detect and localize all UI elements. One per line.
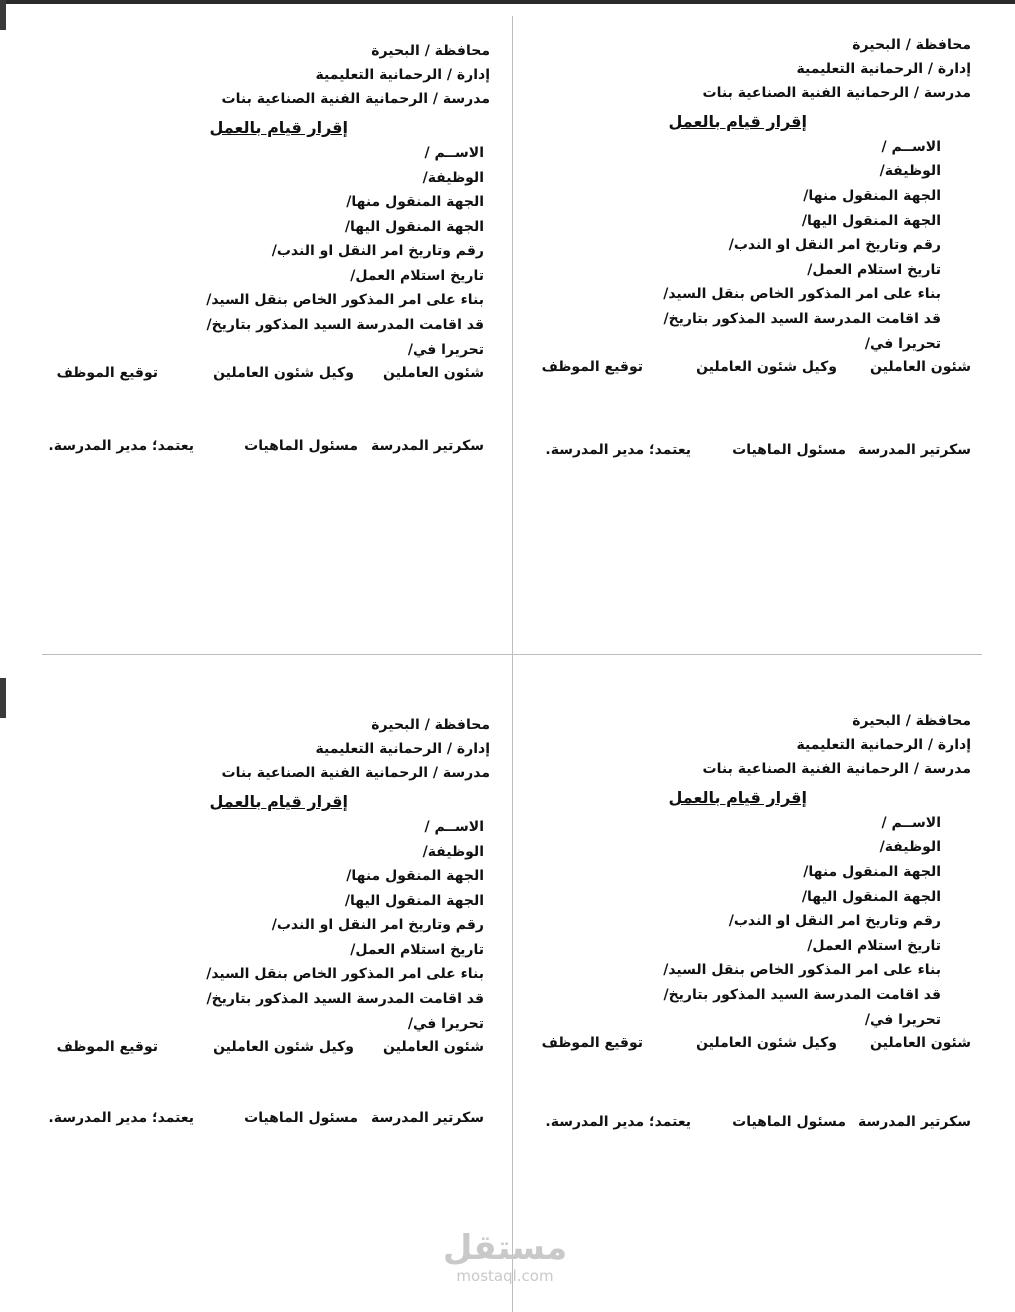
sig-school-secretary: سكرتير المدرسة (857, 442, 971, 458)
form-title: إقرار قيام بالعمل (668, 788, 807, 807)
field-order-number: رقم وتاريخ امر النقل او الندب/ (271, 243, 484, 259)
field-hosted-date: قد اقامت المدرسة السيد المذكور بتاريخ/ (206, 991, 484, 1007)
sig-school-director: يعتمد؛ مدير المدرسة. (48, 438, 194, 454)
mostaql-watermark (420, 1228, 590, 1284)
administration-line: إدارة / الرحمانية التعليمية (796, 737, 971, 753)
sig-employee: توقيع الموظف (541, 1035, 643, 1051)
school-line: مدرسة / الرحمانية الفنية الصناعية بنات (702, 761, 971, 777)
top-edge-bar (0, 0, 1015, 4)
field-to: الجهة المنقول اليها/ (344, 219, 484, 235)
school-line: مدرسة / الرحمانية الفنية الصناعية بنات (702, 85, 971, 101)
watermark-latin-text: mostaql.com (456, 1267, 554, 1285)
field-written-in: تحريرا في/ (407, 1016, 484, 1032)
field-written-in: تحريرا في/ (864, 336, 941, 352)
sig-staff-deputy: وكيل شئون العاملين (213, 365, 354, 381)
field-name: الاســم / (881, 139, 941, 155)
watermark-arabic-text: مستقل (442, 1228, 568, 1268)
form-card-top-right (503, 34, 973, 474)
field-name: الاســم / (424, 145, 484, 161)
administration-line: إدارة / الرحمانية التعليمية (315, 741, 490, 757)
school-line: مدرسة / الرحمانية الفنية الصناعية بنات (221, 91, 490, 107)
field-based-on: بناء على امر المذكور الخاص بنقل السيد/ (663, 286, 941, 302)
sig-employee: توقيع الموظف (56, 365, 158, 381)
school-line: مدرسة / الرحمانية الفنية الصناعية بنات (221, 765, 490, 781)
governorate-line: محافظة / البحيرة (371, 717, 490, 733)
sig-employee: توقيع الموظف (541, 359, 643, 375)
sig-employee: توقيع الموظف (56, 1039, 158, 1055)
field-job: الوظيفة/ (879, 163, 941, 179)
field-start-date: تاريخ استلام العمل/ (807, 262, 941, 278)
form-card-bottom-left (20, 714, 490, 1154)
field-job: الوظيفة/ (422, 170, 484, 186)
field-order-number: رقم وتاريخ امر النقل او الندب/ (271, 917, 484, 933)
field-start-date: تاريخ استلام العمل/ (350, 942, 484, 958)
administration-line: إدارة / الرحمانية التعليمية (315, 67, 490, 83)
field-order-number: رقم وتاريخ امر النقل او الندب/ (728, 913, 941, 929)
field-hosted-date: قد اقامت المدرسة السيد المذكور بتاريخ/ (663, 311, 941, 327)
sig-staff-affairs: شئون العاملين (383, 1039, 484, 1055)
sig-staff-deputy: وكيل شئون العاملين (696, 359, 837, 375)
administration-line: إدارة / الرحمانية التعليمية (796, 61, 971, 77)
field-name: الاســم / (881, 815, 941, 831)
form-title: إقرار قيام بالعمل (209, 118, 348, 137)
left-edge-mark (0, 678, 6, 718)
field-based-on: بناء على امر المذكور الخاص بنقل السيد/ (663, 962, 941, 978)
sig-school-director: يعتمد؛ مدير المدرسة. (545, 442, 691, 458)
governorate-line: محافظة / البحيرة (852, 713, 971, 729)
field-from: الجهة المنقول منها/ (803, 864, 941, 880)
field-to: الجهة المنقول اليها/ (344, 893, 484, 909)
field-written-in: تحريرا في/ (407, 342, 484, 358)
sig-school-secretary: سكرتير المدرسة (370, 1110, 484, 1126)
field-hosted-date: قد اقامت المدرسة السيد المذكور بتاريخ/ (206, 317, 484, 333)
field-based-on: بناء على امر المذكور الخاص بنقل السيد/ (206, 966, 484, 982)
governorate-line: محافظة / البحيرة (371, 43, 490, 59)
sig-salaries-officer: مسئول الماهيات (732, 442, 846, 458)
sig-school-secretary: سكرتير المدرسة (857, 1114, 971, 1130)
sig-staff-affairs: شئون العاملين (870, 359, 971, 375)
sig-school-secretary: سكرتير المدرسة (370, 438, 484, 454)
governorate-line: محافظة / البحيرة (852, 37, 971, 53)
sig-school-director: يعتمد؛ مدير المدرسة. (545, 1114, 691, 1130)
field-start-date: تاريخ استلام العمل/ (350, 268, 484, 284)
sig-salaries-officer: مسئول الماهيات (244, 1110, 358, 1126)
field-based-on: بناء على امر المذكور الخاص بنقل السيد/ (206, 292, 484, 308)
left-edge-mark (0, 0, 6, 30)
sig-staff-deputy: وكيل شئون العاملين (213, 1039, 354, 1055)
field-start-date: تاريخ استلام العمل/ (807, 938, 941, 954)
field-to: الجهة المنقول اليها/ (801, 889, 941, 905)
form-title: إقرار قيام بالعمل (209, 792, 348, 811)
field-from: الجهة المنقول منها/ (803, 188, 941, 204)
sig-salaries-officer: مسئول الماهيات (732, 1114, 846, 1130)
form-card-bottom-right (503, 710, 973, 1150)
form-title: إقرار قيام بالعمل (668, 112, 807, 131)
field-order-number: رقم وتاريخ امر النقل او الندب/ (728, 237, 941, 253)
field-hosted-date: قد اقامت المدرسة السيد المذكور بتاريخ/ (663, 987, 941, 1003)
sig-school-director: يعتمد؛ مدير المدرسة. (48, 1110, 194, 1126)
sig-salaries-officer: مسئول الماهيات (244, 438, 358, 454)
sig-staff-deputy: وكيل شئون العاملين (696, 1035, 837, 1051)
field-name: الاســم / (424, 819, 484, 835)
sig-staff-affairs: شئون العاملين (870, 1035, 971, 1051)
field-to: الجهة المنقول اليها/ (801, 213, 941, 229)
field-from: الجهة المنقول منها/ (346, 868, 484, 884)
field-written-in: تحريرا في/ (864, 1012, 941, 1028)
sig-staff-affairs: شئون العاملين (383, 365, 484, 381)
field-from: الجهة المنقول منها/ (346, 194, 484, 210)
field-job: الوظيفة/ (879, 839, 941, 855)
field-job: الوظيفة/ (422, 844, 484, 860)
form-card-top-left (20, 40, 490, 480)
horizontal-divider (42, 654, 982, 655)
